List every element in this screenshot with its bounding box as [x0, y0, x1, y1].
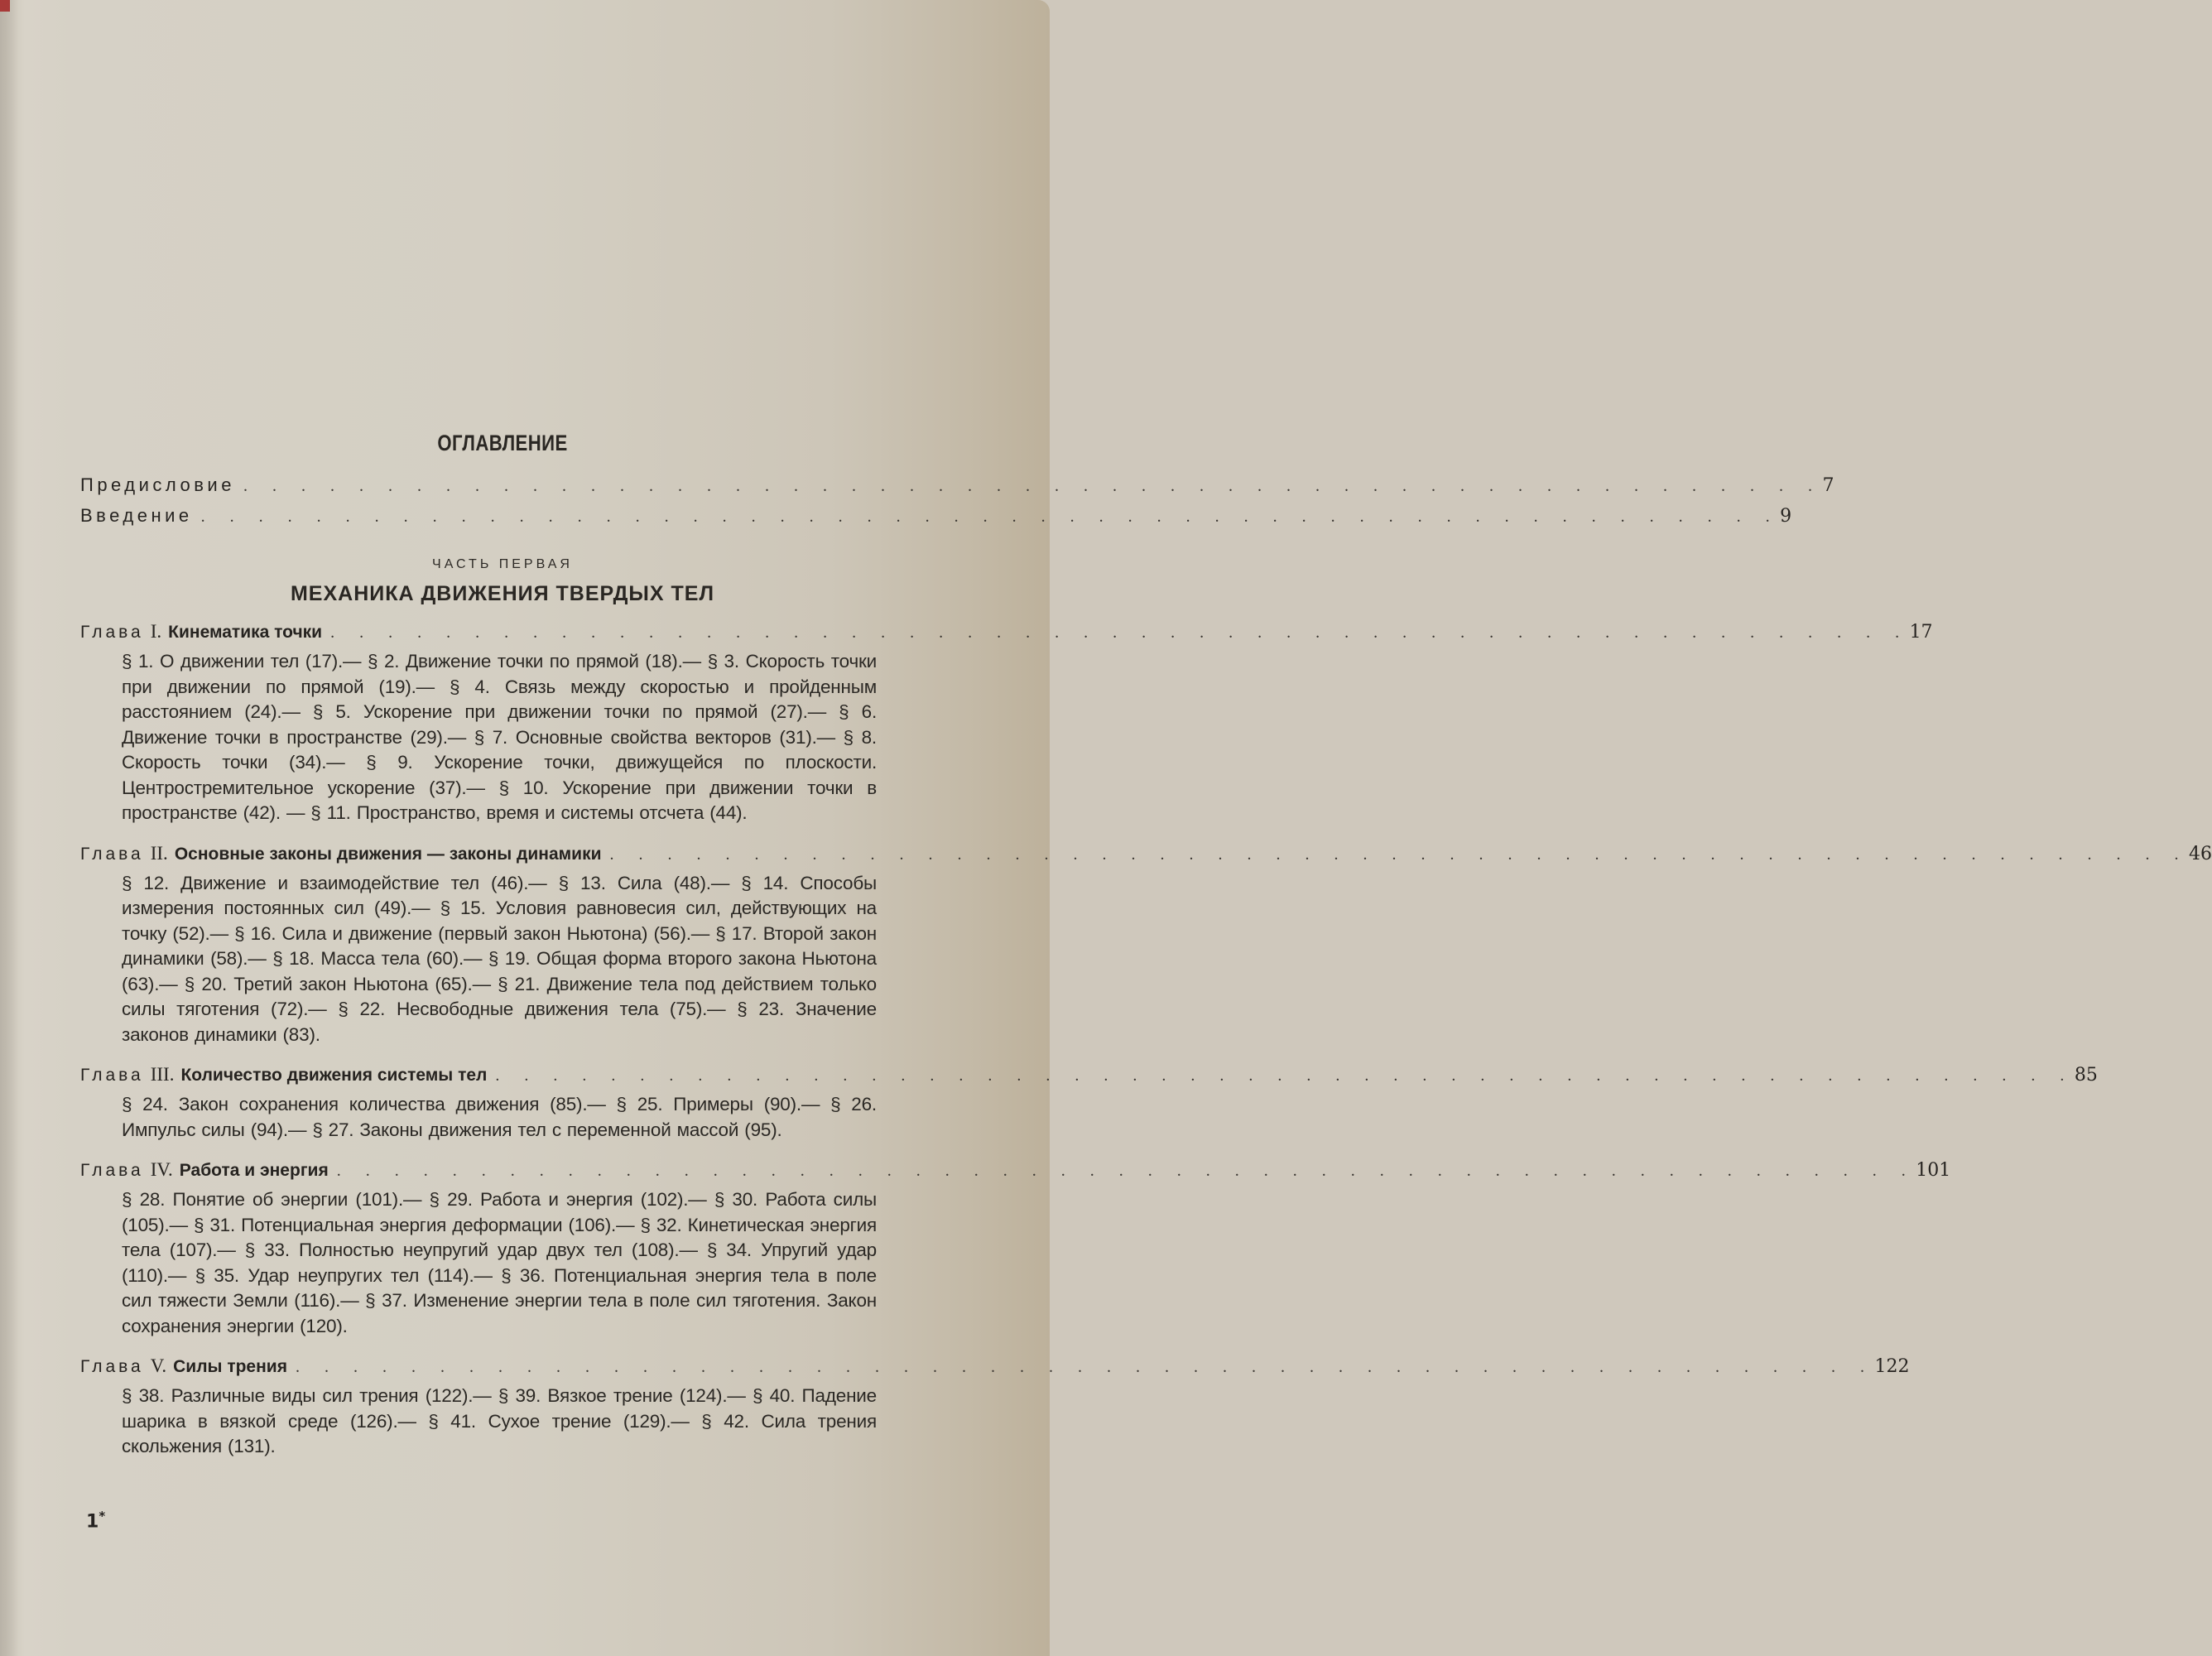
- chapter-heading[interactable]: [80, 1159, 1951, 1187]
- chapter-number: I.: [150, 621, 162, 642]
- chapter-prefix: Глава: [80, 844, 144, 864]
- leader-dots: . . . . . . . . . . . . . . . . . . . . . . . . . . . . . . . . . . . . . . . . . . . . . . . . . . . . . . .: [200, 508, 1781, 526]
- entry-label: Введение: [80, 505, 193, 526]
- chapter-5: [80, 1355, 1910, 1460]
- toc-title: ОГЛАВЛЕНИЕ: [437, 431, 568, 455]
- part-label: ЧАСТЬ ПЕРВАЯ: [432, 557, 573, 571]
- chapter-prefix: Глава: [80, 1357, 144, 1376]
- toc-entry-preface[interactable]: [80, 474, 1835, 505]
- chapter-number: IV.: [150, 1159, 173, 1180]
- signature-asterisk: *: [99, 1509, 106, 1524]
- toc-entry-introduction[interactable]: [80, 505, 1792, 536]
- chapter-sections: § 38. Различные виды сил трения (122).— § 39. Вязкое трение (124).— § 40. Падение шарика в вязкой среде (126).— § 41. Сухое трение (129).— § 42. Сила трения скольжения (131).: [122, 1385, 877, 1456]
- leader-dots: . . . . . . . . . . . . . . . . . . . . . . . . . . . . . . . . . . . . . . . . . . . . . . . . . . . . . . .: [295, 1358, 1875, 1376]
- entry-page-number: 9: [1780, 506, 1792, 527]
- chapter-number: V.: [150, 1355, 167, 1376]
- chapter-page-number: 17: [1909, 622, 1933, 643]
- chapter-title: Силы трения: [173, 1357, 287, 1376]
- chapter-page-number: 122: [1874, 1356, 1910, 1377]
- chapter-page-number: 85: [2074, 1065, 2098, 1086]
- part-title: МЕХАНИКА ДВИЖЕНИЯ ТВЕРДЫХ ТЕЛ: [290, 582, 715, 605]
- chapter-title: Основные законы движения — законы динамики: [174, 844, 602, 864]
- chapter-number: II.: [150, 842, 168, 864]
- chapter-prefix: Глава: [80, 623, 144, 642]
- chapter-sections: § 1. О движении тел (17).— § 2. Движение точки по прямой (18).— § 3. Скорость точки при движении по прямой (19).— § 4. Связь между скоростью и пройденным расстоянием (24).— § 5. Ускорение при движении точки по прямой (27).— § 6. Движение точки в пространстве (29).— § 7. Основные свойства векторов (31).— § 8. Скорость точки (34).— § 9. Ускорение точки, движущейся по плоскости. Центростремительное ускорение (37).— § 10. Ускорение при движении точки в пространстве (42). — § 11. Пространство, время и системы отсчета (44).: [122, 651, 877, 823]
- chapter-sections: § 28. Понятие об энергии (101).— § 29. Работа и энергия (102).— § 30. Работа силы (105).— § 31. Потенциальная энергия деформации (106).— § 32. Кинетическая энергия тела (107).— § 33. Полностью неупругий удар двух тел (108).— § 34. Упругий удар (110).— § 35. Удар неупругих тел (114).— § 36. Потенциальная энергия тела в поле сил тяжести Земли (116).— § 37. Изменение энергии тела в поле сил тяготения. Закон сохранения энергии (120).: [122, 1189, 877, 1336]
- chapter-heading[interactable]: [80, 1064, 2098, 1092]
- chapter-heading[interactable]: [80, 1355, 1910, 1384]
- chapter-title: Количество движения системы тел: [180, 1066, 488, 1085]
- chapter-heading[interactable]: [80, 842, 2212, 871]
- leader-dots: . . . . . . . . . . . . . . . . . . . . . . . . . . . . . . . . . . . . . . . . . . . . . . . . . . . . . . .: [609, 845, 2190, 864]
- chapter-title: Работа и энергия: [179, 1161, 329, 1180]
- chapter-sections: § 24. Закон сохранения количества движения (85).— § 25. Примеры (90).— § 26. Импульс силы (94).— § 27. Законы движения тел с переменной массой (95).: [122, 1094, 877, 1140]
- chapter-heading[interactable]: [80, 621, 1933, 649]
- chapter-page-number: 101: [1916, 1160, 1951, 1181]
- chapter-prefix: Глава: [80, 1161, 144, 1180]
- chapter-title: Кинематика точки: [168, 623, 323, 642]
- signature-mark: [86, 1509, 105, 1532]
- chapter-1: [80, 621, 1933, 826]
- table-of-contents: [80, 431, 2212, 1476]
- chapter-4: [80, 1159, 1951, 1339]
- chapter-number: III.: [150, 1064, 175, 1085]
- leader-dots: . . . . . . . . . . . . . . . . . . . . . . . . . . . . . . . . . . . . . . . . . . . . . . . . . . . . . . .: [495, 1066, 2075, 1085]
- entry-label: Предисловие: [80, 474, 235, 495]
- leader-dots: . . . . . . . . . . . . . . . . . . . . . . . . . . . . . . . . . . . . . . . . . . . . . . . . . . . . . . .: [243, 477, 1823, 495]
- chapter-3: [80, 1064, 2098, 1143]
- leader-dots: . . . . . . . . . . . . . . . . . . . . . . . . . . . . . . . . . . . . . . . . . . . . . . . . . . . . . . .: [330, 623, 1910, 642]
- chapter-sections: § 12. Движение и взаимодействие тел (46).— § 13. Сила (48).— § 14. Способы измерения постоянных сил (49).— § 15. Условия равновесия сил, действующих на точку (52).— § 16. Сила и движение (первый закон Ньютона) (56).— § 17. Второй закон динамики (58).— § 18. Масса тела (60).— § 19. Общая форма второго закона Ньютона (63).— § 20. Третий закон Ньютона (65).— § 21. Движение тела под действием только силы тяготения (72).— § 22. Несвободные движения тела (75).— § 23. Значение законов динамики (83).: [122, 872, 877, 1045]
- signature-number: 1: [86, 1511, 99, 1533]
- chapter-prefix: Глава: [80, 1066, 144, 1085]
- chapter-2: [80, 842, 2212, 1048]
- chapter-page-number: 46: [2189, 843, 2212, 864]
- leader-dots: . . . . . . . . . . . . . . . . . . . . . . . . . . . . . . . . . . . . . . . . . . . . . . . . . . . . . . .: [336, 1162, 1916, 1180]
- entry-page-number: 7: [1822, 475, 1835, 496]
